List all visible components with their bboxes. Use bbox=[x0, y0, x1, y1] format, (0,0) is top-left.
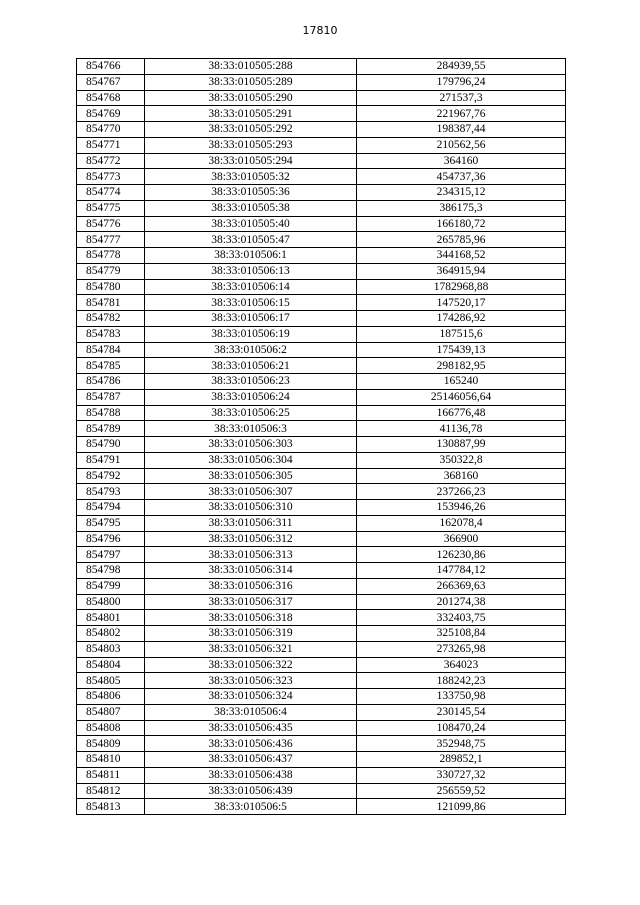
cadastral-number-cell: 38:33:010506:324 bbox=[145, 689, 357, 705]
table-row bbox=[77, 169, 566, 185]
row-number-cell: 854809 bbox=[77, 736, 145, 752]
table-row bbox=[77, 185, 566, 201]
row-number-cell: 854803 bbox=[77, 641, 145, 657]
cadastral-value-cell: 174286,92 bbox=[357, 311, 566, 327]
table-row bbox=[77, 279, 566, 295]
cadastral-number-cell: 38:33:010506:437 bbox=[145, 752, 357, 768]
row-number-cell: 854781 bbox=[77, 295, 145, 311]
row-number-cell: 854789 bbox=[77, 421, 145, 437]
table-row bbox=[77, 720, 566, 736]
row-number-cell: 854770 bbox=[77, 122, 145, 138]
row-number-cell: 854780 bbox=[77, 279, 145, 295]
cadastral-number-cell: 38:33:010506:439 bbox=[145, 783, 357, 799]
row-number-cell: 854774 bbox=[77, 185, 145, 201]
cadastral-value-cell: 364160 bbox=[357, 153, 566, 169]
row-number-cell: 854790 bbox=[77, 437, 145, 453]
cadastral-value-cell: 166776,48 bbox=[357, 405, 566, 421]
table-row bbox=[77, 106, 566, 122]
cadastral-number-cell: 38:33:010505:47 bbox=[145, 232, 357, 248]
table-row bbox=[77, 311, 566, 327]
table-row bbox=[77, 641, 566, 657]
cadastral-value-cell: 325108,84 bbox=[357, 626, 566, 642]
table-row bbox=[77, 248, 566, 264]
table-row bbox=[77, 232, 566, 248]
cadastral-number-cell: 38:33:010506:310 bbox=[145, 500, 357, 516]
table-row bbox=[77, 767, 566, 783]
cadastral-number-cell: 38:33:010505:36 bbox=[145, 185, 357, 201]
row-number-cell: 854773 bbox=[77, 169, 145, 185]
cadastral-value-cell: 1782968,88 bbox=[357, 279, 566, 295]
row-number-cell: 854767 bbox=[77, 74, 145, 90]
cadastral-number-cell: 38:33:010506:305 bbox=[145, 468, 357, 484]
row-number-cell: 854787 bbox=[77, 389, 145, 405]
table-row bbox=[77, 468, 566, 484]
row-number-cell: 854782 bbox=[77, 311, 145, 327]
cadastral-number-cell: 38:33:010506:17 bbox=[145, 311, 357, 327]
cadastral-value-cell: 332403,75 bbox=[357, 610, 566, 626]
row-number-cell: 854810 bbox=[77, 752, 145, 768]
table-row bbox=[77, 783, 566, 799]
table-row bbox=[77, 531, 566, 547]
cadastral-value-cell: 210562,56 bbox=[357, 137, 566, 153]
row-number-cell: 854808 bbox=[77, 720, 145, 736]
cadastral-number-cell: 38:33:010506:318 bbox=[145, 610, 357, 626]
row-number-cell: 854778 bbox=[77, 248, 145, 264]
row-number-cell: 854783 bbox=[77, 326, 145, 342]
row-number-cell: 854779 bbox=[77, 263, 145, 279]
cadastral-number-cell: 38:33:010505:292 bbox=[145, 122, 357, 138]
cadastral-value-cell: 41136,78 bbox=[357, 421, 566, 437]
row-number-cell: 854777 bbox=[77, 232, 145, 248]
cadastral-value-table bbox=[76, 58, 566, 815]
row-number-cell: 854804 bbox=[77, 657, 145, 673]
cadastral-number-cell: 38:33:010506:21 bbox=[145, 358, 357, 374]
row-number-cell: 854812 bbox=[77, 783, 145, 799]
cadastral-value-cell: 126230,86 bbox=[357, 547, 566, 563]
cadastral-value-cell: 386175,3 bbox=[357, 200, 566, 216]
row-number-cell: 854801 bbox=[77, 610, 145, 626]
row-number-cell: 854772 bbox=[77, 153, 145, 169]
row-number-cell: 854806 bbox=[77, 689, 145, 705]
row-number-cell: 854802 bbox=[77, 626, 145, 642]
cadastral-value-cell: 162078,4 bbox=[357, 515, 566, 531]
row-number-cell: 854785 bbox=[77, 358, 145, 374]
table-row bbox=[77, 326, 566, 342]
cadastral-number-cell: 38:33:010506:307 bbox=[145, 484, 357, 500]
cadastral-value-cell: 350322,8 bbox=[357, 452, 566, 468]
cadastral-number-cell: 38:33:010506:317 bbox=[145, 594, 357, 610]
cadastral-number-cell: 38:33:010505:38 bbox=[145, 200, 357, 216]
cadastral-value-cell: 130887,99 bbox=[357, 437, 566, 453]
cadastral-value-cell: 364023 bbox=[357, 657, 566, 673]
row-number-cell: 854776 bbox=[77, 216, 145, 232]
cadastral-value-cell: 221967,76 bbox=[357, 106, 566, 122]
cadastral-number-cell: 38:33:010506:323 bbox=[145, 673, 357, 689]
table-row bbox=[77, 578, 566, 594]
row-number-cell: 854769 bbox=[77, 106, 145, 122]
row-number-cell: 854793 bbox=[77, 484, 145, 500]
cadastral-number-cell: 38:33:010506:1 bbox=[145, 248, 357, 264]
table-row bbox=[77, 358, 566, 374]
cadastral-value-cell: 273265,98 bbox=[357, 641, 566, 657]
table-row bbox=[77, 610, 566, 626]
cadastral-value-cell: 364915,94 bbox=[357, 263, 566, 279]
cadastral-value-cell: 121099,86 bbox=[357, 799, 566, 815]
cadastral-value-cell: 133750,98 bbox=[357, 689, 566, 705]
row-number-cell: 854805 bbox=[77, 673, 145, 689]
table-row bbox=[77, 515, 566, 531]
cadastral-number-cell: 38:33:010506:25 bbox=[145, 405, 357, 421]
row-number-cell: 854775 bbox=[77, 200, 145, 216]
row-number-cell: 854786 bbox=[77, 374, 145, 390]
cadastral-value-cell: 266369,63 bbox=[357, 578, 566, 594]
table-row bbox=[77, 295, 566, 311]
table-row bbox=[77, 452, 566, 468]
cadastral-number-cell: 38:33:010505:288 bbox=[145, 59, 357, 75]
row-number-cell: 854768 bbox=[77, 90, 145, 106]
row-number-cell: 854811 bbox=[77, 767, 145, 783]
cadastral-number-cell: 38:33:010506:435 bbox=[145, 720, 357, 736]
cadastral-number-cell: 38:33:010505:289 bbox=[145, 74, 357, 90]
cadastral-value-cell: 179796,24 bbox=[357, 74, 566, 90]
cadastral-value-cell: 230145,54 bbox=[357, 704, 566, 720]
cadastral-value-cell: 454737,36 bbox=[357, 169, 566, 185]
table-row bbox=[77, 74, 566, 90]
cadastral-value-cell: 25146056,64 bbox=[357, 389, 566, 405]
cadastral-value-cell: 366900 bbox=[357, 531, 566, 547]
row-number-cell: 854795 bbox=[77, 515, 145, 531]
cadastral-number-cell: 38:33:010505:294 bbox=[145, 153, 357, 169]
cadastral-number-cell: 38:33:010506:312 bbox=[145, 531, 357, 547]
cadastral-value-cell: 298182,95 bbox=[357, 358, 566, 374]
cadastral-value-cell: 271537,3 bbox=[357, 90, 566, 106]
table-row bbox=[77, 752, 566, 768]
cadastral-number-cell: 38:33:010506:316 bbox=[145, 578, 357, 594]
cadastral-value-cell: 147784,12 bbox=[357, 563, 566, 579]
cadastral-number-cell: 38:33:010506:314 bbox=[145, 563, 357, 579]
cadastral-number-cell: 38:33:010506:2 bbox=[145, 342, 357, 358]
cadastral-number-cell: 38:33:010506:438 bbox=[145, 767, 357, 783]
row-number-cell: 854807 bbox=[77, 704, 145, 720]
cadastral-number-cell: 38:33:010506:304 bbox=[145, 452, 357, 468]
table-row bbox=[77, 263, 566, 279]
table-row bbox=[77, 673, 566, 689]
table-row bbox=[77, 342, 566, 358]
table-row bbox=[77, 389, 566, 405]
cadastral-value-cell: 344168,52 bbox=[357, 248, 566, 264]
table-row bbox=[77, 484, 566, 500]
row-number-cell: 854799 bbox=[77, 578, 145, 594]
cadastral-number-cell: 38:33:010506:24 bbox=[145, 389, 357, 405]
cadastral-value-cell: 147520,17 bbox=[357, 295, 566, 311]
table-row bbox=[77, 626, 566, 642]
cadastral-number-cell: 38:33:010506:15 bbox=[145, 295, 357, 311]
row-number-cell: 854784 bbox=[77, 342, 145, 358]
row-number-cell: 854791 bbox=[77, 452, 145, 468]
cadastral-number-cell: 38:33:010506:322 bbox=[145, 657, 357, 673]
cadastral-number-cell: 38:33:010506:14 bbox=[145, 279, 357, 295]
table-row bbox=[77, 594, 566, 610]
cadastral-number-cell: 38:33:010506:19 bbox=[145, 326, 357, 342]
table-row bbox=[77, 736, 566, 752]
cadastral-number-cell: 38:33:010506:3 bbox=[145, 421, 357, 437]
cadastral-value-cell: 368160 bbox=[357, 468, 566, 484]
cadastral-value-cell: 201274,38 bbox=[357, 594, 566, 610]
row-number-cell: 854796 bbox=[77, 531, 145, 547]
cadastral-number-cell: 38:33:010505:293 bbox=[145, 137, 357, 153]
cadastral-value-cell: 165240 bbox=[357, 374, 566, 390]
table-row bbox=[77, 799, 566, 815]
cadastral-value-cell: 108470,24 bbox=[357, 720, 566, 736]
row-number-cell: 854794 bbox=[77, 500, 145, 516]
cadastral-number-cell: 38:33:010506:303 bbox=[145, 437, 357, 453]
table-row bbox=[77, 547, 566, 563]
cadastral-value-cell: 330727,32 bbox=[357, 767, 566, 783]
cadastral-number-cell: 38:33:010505:290 bbox=[145, 90, 357, 106]
cadastral-value-cell: 256559,52 bbox=[357, 783, 566, 799]
table-row bbox=[77, 657, 566, 673]
cadastral-value-cell: 234315,12 bbox=[357, 185, 566, 201]
cadastral-number-cell: 38:33:010506:321 bbox=[145, 641, 357, 657]
row-number-cell: 854771 bbox=[77, 137, 145, 153]
row-number-cell: 854800 bbox=[77, 594, 145, 610]
table-row bbox=[77, 122, 566, 138]
cadastral-number-cell: 38:33:010506:23 bbox=[145, 374, 357, 390]
table-row bbox=[77, 405, 566, 421]
table-body bbox=[77, 59, 566, 815]
cadastral-value-cell: 289852,1 bbox=[357, 752, 566, 768]
cadastral-value-cell: 265785,96 bbox=[357, 232, 566, 248]
table-row bbox=[77, 137, 566, 153]
table-row bbox=[77, 59, 566, 75]
cadastral-value-cell: 352948,75 bbox=[357, 736, 566, 752]
row-number-cell: 854766 bbox=[77, 59, 145, 75]
table-row bbox=[77, 421, 566, 437]
cadastral-number-cell: 38:33:010506:313 bbox=[145, 547, 357, 563]
table-row bbox=[77, 216, 566, 232]
page-number: 17810 bbox=[302, 24, 338, 37]
row-number-cell: 854798 bbox=[77, 563, 145, 579]
row-number-cell: 854797 bbox=[77, 547, 145, 563]
cadastral-number-cell: 38:33:010506:5 bbox=[145, 799, 357, 815]
cadastral-number-cell: 38:33:010505:40 bbox=[145, 216, 357, 232]
cadastral-number-cell: 38:33:010506:436 bbox=[145, 736, 357, 752]
cadastral-value-cell: 175439,13 bbox=[357, 342, 566, 358]
table-row bbox=[77, 500, 566, 516]
cadastral-number-cell: 38:33:010505:32 bbox=[145, 169, 357, 185]
table-row bbox=[77, 563, 566, 579]
cadastral-number-cell: 38:33:010506:311 bbox=[145, 515, 357, 531]
table-row bbox=[77, 153, 566, 169]
cadastral-number-cell: 38:33:010505:291 bbox=[145, 106, 357, 122]
cadastral-value-cell: 166180,72 bbox=[357, 216, 566, 232]
cadastral-value-cell: 284939,55 bbox=[357, 59, 566, 75]
row-number-cell: 854792 bbox=[77, 468, 145, 484]
table-row bbox=[77, 704, 566, 720]
table-row bbox=[77, 374, 566, 390]
cadastral-value-cell: 237266,23 bbox=[357, 484, 566, 500]
cadastral-value-cell: 188242,23 bbox=[357, 673, 566, 689]
table-row bbox=[77, 200, 566, 216]
row-number-cell: 854813 bbox=[77, 799, 145, 815]
cadastral-number-cell: 38:33:010506:13 bbox=[145, 263, 357, 279]
cadastral-number-cell: 38:33:010506:4 bbox=[145, 704, 357, 720]
cadastral-number-cell: 38:33:010506:319 bbox=[145, 626, 357, 642]
table-row bbox=[77, 437, 566, 453]
table-row bbox=[77, 90, 566, 106]
table-row bbox=[77, 689, 566, 705]
row-number-cell: 854788 bbox=[77, 405, 145, 421]
cadastral-value-cell: 187515,6 bbox=[357, 326, 566, 342]
cadastral-value-cell: 153946,26 bbox=[357, 500, 566, 516]
cadastral-value-cell: 198387,44 bbox=[357, 122, 566, 138]
